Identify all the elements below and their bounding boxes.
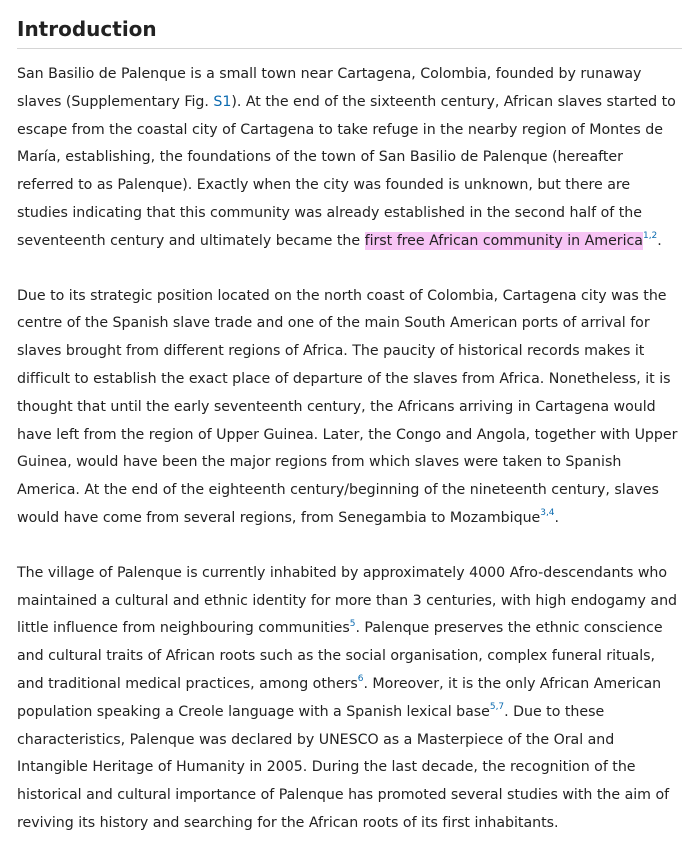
paragraph-1-text-b: ). At the end of the sixteenth century, African slaves started to escape from the coastal city of Cartagena to take refuge in the nearby region of Montes de María, establishing, the foundations of the town of San Basilio de Palenque (hereafter referred to as Palenque). Exactly when the city was founded is unknown, but there are studies indicating that this community was already established in the second half of the seventeenth century and ultimately became the [17, 93, 676, 249]
paragraph-3-text-a: The village of Palenque is currently inhabited by approximately 4000 Afro-descendants who maintained a cultural and ethnic identity for more than 3 centuries, with high endogamy and little influence from neighbouring communities [17, 564, 678, 637]
citation-6 [358, 674, 364, 684]
paragraph-2 [17, 283, 680, 533]
paragraph-1-text-c: . [657, 232, 662, 249]
citation-3-4 [540, 508, 554, 518]
paragraph-3-text-c: . Moreover, it is the only African American population speaking a Creole language with a Spanish lexical base [17, 675, 662, 720]
citation-link-6[interactable]: 6 [357, 674, 364, 685]
citation-link-5[interactable]: 5 [349, 618, 356, 629]
citation-link-1-2[interactable]: 1,2 [642, 231, 658, 242]
paragraph-1-text-a: San Basilio de Palenque is a small town near Cartagena, Colombia, founded by runaway slaves (Supplementary Fig. [17, 66, 642, 110]
supplementary-figure-link[interactable]: S1 [213, 93, 232, 110]
paragraph-3-text-d: . Due to these characteristics, Palenque was declared by UNESCO as a Masterpiece of the Oral and Intangible Heritage of Humanity in 2005. During the last decade, the recognition of the historical and cultural importance of Palenque has promoted several studies with the aim of reviving its history and searching for the African roots of its first inhabitants. [17, 703, 670, 831]
citation-5-7 [490, 702, 504, 712]
paragraph-3-text-b: . Palenque preserves the ethnic conscience and cultural traits of African roots such as the social organisation, complex funeral rituals, and traditional medical practices, among others [17, 620, 663, 692]
paragraph-3 [17, 560, 680, 838]
citation-link-3-4[interactable]: 3,4 [540, 508, 555, 519]
paragraph-2-text-b: . [554, 509, 560, 526]
citation-5 [350, 619, 356, 629]
highlighted-text: first free African community in America [364, 232, 643, 249]
paragraph-1 [17, 61, 680, 256]
paragraph-2-text-a: Due to its strategic position located on the north coast of Colombia, Cartagena city was the centre of the Spanish slave trade and one of the main South American ports of arrival for slaves brought from different regions of Africa. The paucity of historical records makes it difficult to establish the exact place of departure of the slaves from Africa. Nonetheless, it is thought that until the early seventeenth century, the Africans arriving in Cartagena would have left from the region of Upper Guinea. Later, the Congo and Angola, together with Upper Guinea, would have been the major regions from which slaves were taken to Spanish America. At the end of the eighteenth century/beginning of the nineteenth century, slaves would have come from several regions, from Senegambia to Mozambique [17, 287, 678, 526]
citation-1-2 [643, 231, 657, 241]
citation-link-5-7[interactable]: 5,7 [489, 702, 505, 712]
section-heading: Introduction [17, 16, 682, 49]
